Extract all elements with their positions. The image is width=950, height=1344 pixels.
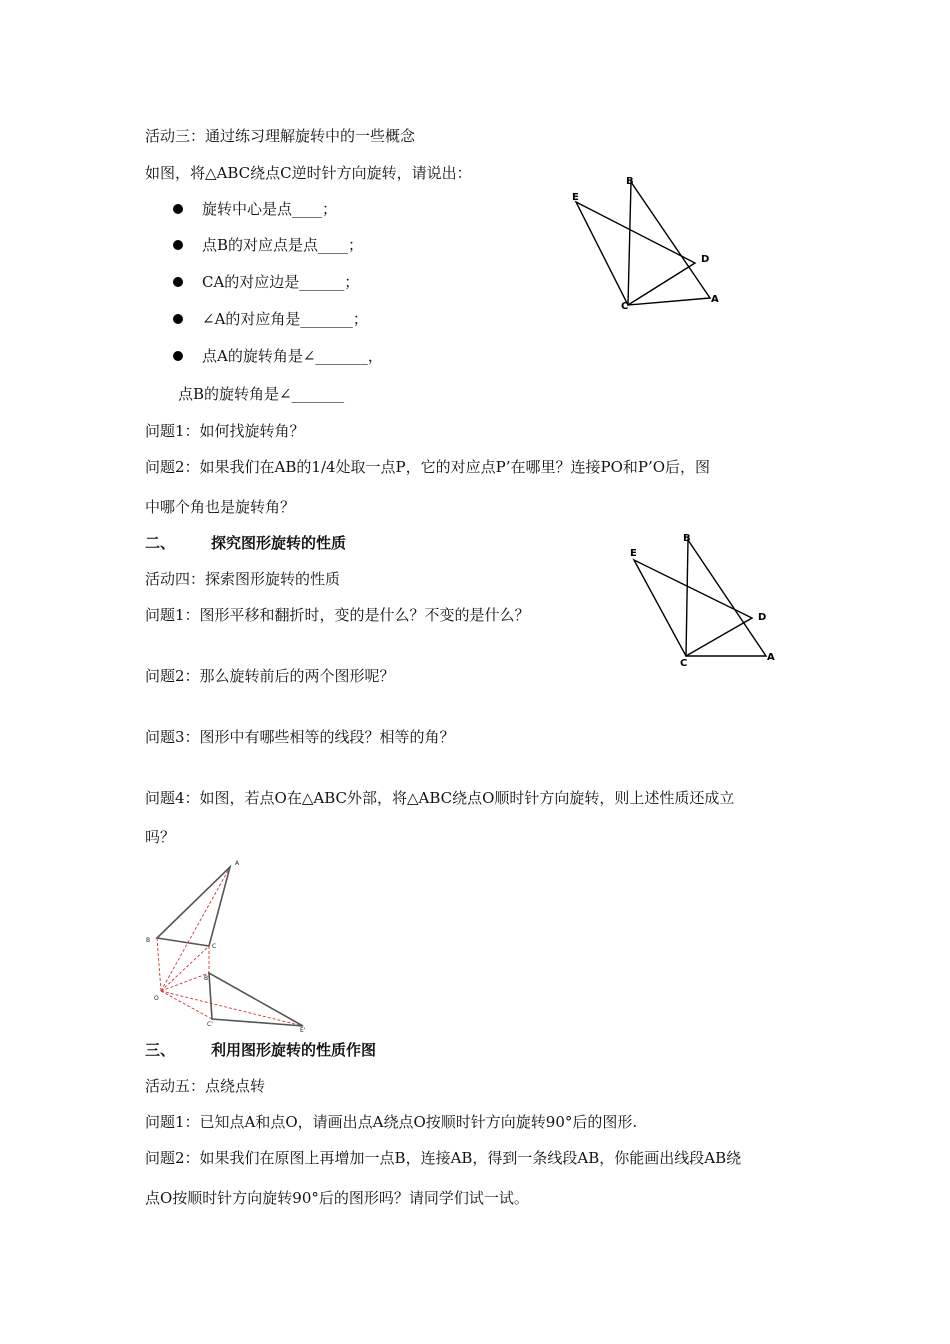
section-title: 利用图形旋转的性质作图	[211, 1041, 377, 1059]
label-c: C	[680, 658, 688, 669]
bullet-dot	[173, 351, 183, 361]
question-text: 问题2：如果我们在原图上再增加一点B，连接AB，得到一条线段AB，你能画出线段AB绕	[145, 1149, 742, 1167]
bullet-dot	[173, 240, 183, 250]
rotation-angle-b: 点B的旋转角是∠_______	[178, 385, 345, 403]
rotation-guide-lines	[157, 867, 303, 1026]
label-e: E	[630, 548, 637, 559]
label-c: C	[212, 943, 217, 950]
label-a: A	[711, 294, 719, 305]
label-o: O	[154, 995, 159, 1002]
bullet-dot	[173, 277, 183, 287]
activity3-intro: 如图，将△ABC绕点C逆时针方向旋转，请说出：	[145, 164, 472, 182]
question-text: 问题1：已知点A和点O，请画出点A绕点O按顺时针方向旋转90°后的图形.	[145, 1113, 638, 1131]
label-d: D	[758, 612, 767, 623]
question-text: 中哪个角也是旋转角？	[145, 498, 296, 516]
figure-rotation-triangles-1	[568, 172, 728, 312]
label-d: D	[701, 254, 710, 265]
label-e: E	[572, 192, 579, 203]
question-text: 点O按顺时针方向旋转90°后的图形吗？请同学们试一试。	[145, 1189, 529, 1207]
bullet-item: CA的对应边是______；	[202, 273, 360, 291]
figure-rotation-about-external-point	[140, 855, 310, 1035]
section-number: 三、	[145, 1041, 176, 1059]
bullet-item: 点A的旋转角是∠_______，	[202, 347, 383, 365]
question-text: 吗？	[145, 828, 176, 846]
question-text: 问题4：如图，若点O在△ABC外部，将△ABC绕点O顺时针方向旋转，则上述性质还成立	[145, 789, 735, 807]
bullet-dot	[173, 204, 183, 214]
question-text: 问题2：那么旋转前后的两个图形呢？	[145, 667, 395, 685]
label-c: C	[621, 301, 629, 312]
label-b: B	[626, 176, 634, 187]
bullet-dot	[173, 314, 183, 324]
label-a: A	[767, 652, 775, 663]
label-b: B	[146, 937, 151, 944]
question-text: 问题1：如何找旋转角？	[145, 422, 305, 440]
bullet-item: 点B的对应点是点____；	[202, 236, 364, 254]
question-text: 问题1：图形平移和翻折时，变的是什么？不变的是什么？	[145, 606, 530, 624]
activity3-title: 活动三：通过练习理解旋转中的一些概念	[145, 127, 416, 145]
label-a: A	[235, 860, 240, 867]
bullet-item: ∠A的对应角是_______；	[202, 310, 368, 328]
label-e-prime: E'	[300, 1027, 306, 1034]
label-b: B	[683, 533, 691, 544]
activity4-title: 活动四：探索图形旋转的性质	[145, 570, 341, 588]
bullet-item: 旋转中心是点____；	[202, 200, 338, 218]
question-text: 问题3：图形中有哪些相等的线段？相等的角？	[145, 728, 455, 746]
label-b-prime: B'	[204, 975, 210, 982]
activity5-title: 活动五：点绕点转	[145, 1077, 266, 1095]
figure-rotation-triangles-2	[626, 530, 786, 670]
question-text: 问题2：如果我们在AB的1/4处取一点P，它的对应点P’在哪里？连接PO和P’O后，图	[145, 458, 711, 476]
section-number: 二、	[145, 534, 176, 552]
section-title: 探究图形旋转的性质	[211, 534, 347, 552]
label-c-prime: C'	[207, 1021, 213, 1028]
